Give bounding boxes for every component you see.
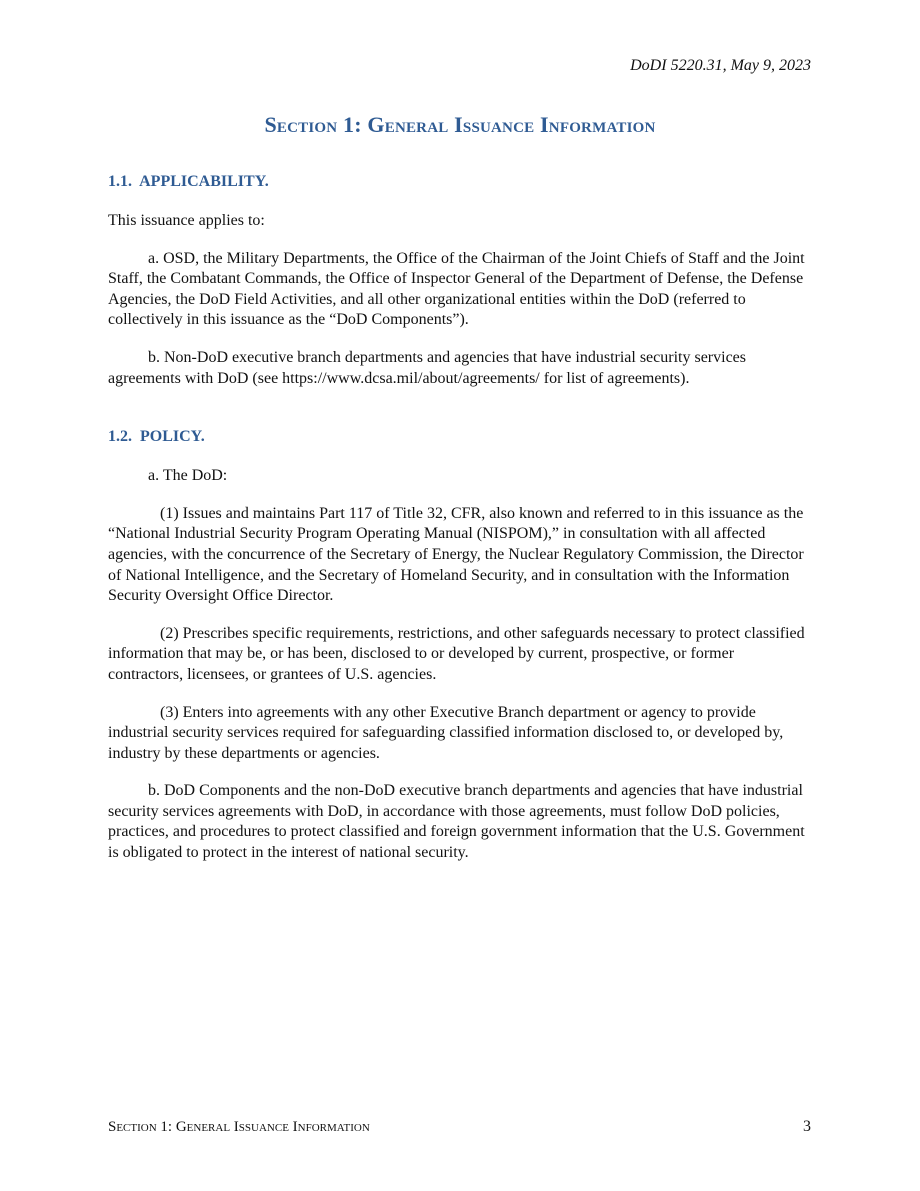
policy-item-b: b. DoD Components and the non-DoD executive branch departments and agencies that have industrial security services agreements with DoD, in accordance with those agreements, must follow DoD policies, practices, and procedures to protect classified and foreign government information that the U.S. Government is obligated to protect in the interest of national security. [108, 782, 805, 862]
applicability-intro: This issuance applies to: [108, 212, 265, 229]
applicability-item-a: a. OSD, the Military Departments, the Office of the Chairman of the Joint Chiefs of Staff and the Joint Staff, the Combatant Commands, the Office of Inspector General of the Department of Defense, the Defense Agencies, the DoD Field Activities, and all other organizational entities within the DoD (referred to collectively in this issuance as the “DoD Components”). [108, 249, 805, 329]
policy-item-a: a. The DoD: [148, 467, 228, 485]
heading-applicability: 1.1. APPLICABILITY. [108, 173, 269, 190]
document-body [108, 172, 813, 864]
policy-subitem-2: (2) Prescribes specific requirements, restrictions, and other safeguards necessary to protect classified information that may be, or has been, disclosed to or developed by current, prospective, or former contractors, licensees, or grantees of U.S. agencies. [108, 624, 805, 683]
running-header: DoDI 5220.31, May 9, 2023 [630, 57, 811, 74]
heading-policy: 1.2. POLICY. [108, 428, 205, 446]
policy-subitem-1: (1) Issues and maintains Part 117 of Title 32, CFR, also known and referred to in this issuance as the “National Industrial Security Program Operating Manual (NISPOM),” in consultation with all affected agencies, with the concurrence of the Secretary of Energy, the Nuclear Regulatory Commission, the Director of National Intelligence, and the Secretary of Homeland Security, and in consultation with the Information Security Oversight Office Director. [108, 504, 804, 605]
section-title: Section 1: General Issuance Information [264, 112, 656, 137]
applicability-item-b: b. Non-DoD executive branch departments and agencies that have industrial security services agreements with DoD (see https://www.dcsa.mil/about/agreements/ for list of agreements). [108, 348, 747, 387]
page-number: 3 [803, 1118, 811, 1135]
policy-subitem-3: (3) Enters into agreements with any other Executive Branch department or agency to provide industrial security services required for safeguarding classified information disclosed to, or developed by, industry by these departments or agencies. [108, 703, 784, 762]
running-footer: Section 1: General Issuance Information [108, 1119, 370, 1135]
